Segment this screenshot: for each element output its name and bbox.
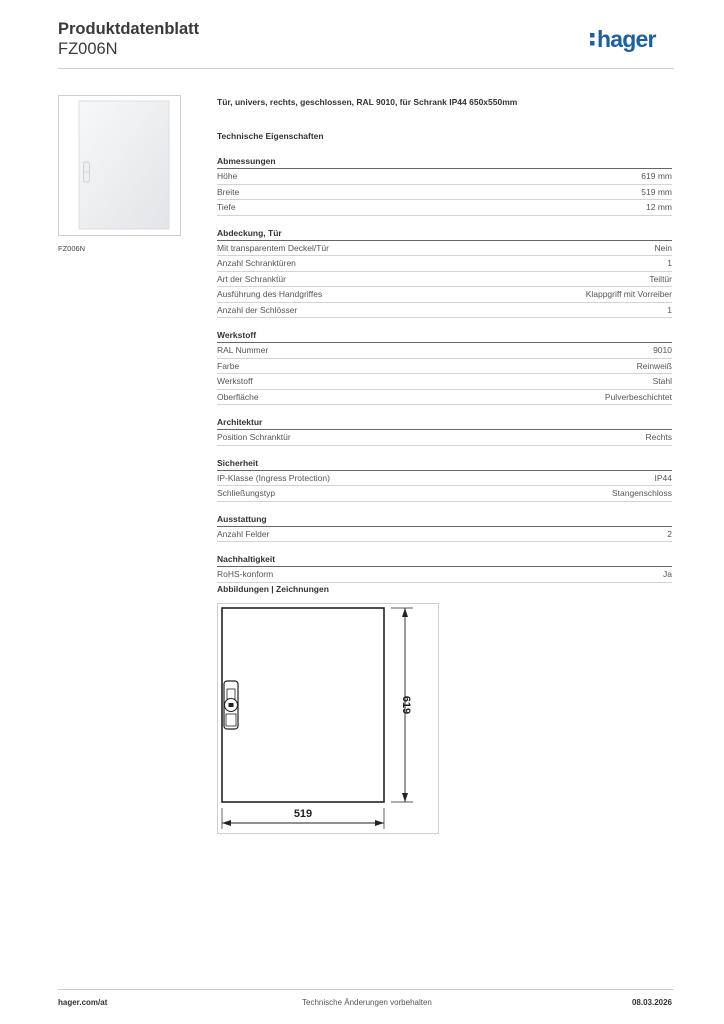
spec-row [217,430,672,446]
specs-table [217,152,672,594]
spec-group-title: Werkstoff [217,330,257,340]
product-image-caption: FZ006N [58,244,86,253]
spec-group [217,416,672,446]
spec-label: Höhe [217,171,238,181]
door-thumbnail-icon [59,96,180,235]
footer-divider [58,989,674,990]
spec-label: RoHS-konform [217,569,274,579]
footer-date: 08.03.2026 [631,998,672,1007]
drawings-heading: Abbildungen | Zeichnungen [217,584,329,594]
spec-row [217,527,672,543]
header-divider [58,68,674,69]
spec-row [217,241,672,257]
spec-value: Ja [663,569,672,579]
footer-website[interactable]: hager.com/at [58,998,108,1007]
spec-label: Tiefe [217,202,236,212]
spec-value: 9010 [653,345,672,355]
spec-group-title: Ausstattung [217,513,267,524]
spec-value: 1 [667,304,672,315]
spec-row [217,169,672,185]
spec-label: Mit transparentem Deckel/Tür [217,242,329,253]
footer-note: Technische Änderungen vorbehalten [302,998,432,1007]
product-description: Tür, univers, rechts, geschlossen, RAL 9010, für Schrank IP44 650x550mm [217,97,518,107]
spec-value: 519 mm [641,186,672,197]
spec-label: Breite [217,186,240,197]
spec-value: 619 mm [641,171,672,181]
spec-value: 1 [667,258,672,268]
spec-row [217,287,672,303]
spec-row [217,486,672,502]
spec-row [217,185,672,201]
spec-group [217,329,672,405]
spec-value: Reinweiß [636,360,672,371]
spec-label: RAL Nummer [217,345,269,355]
spec-group [217,227,672,319]
spec-row [217,567,672,583]
spec-row [217,374,672,390]
spec-label: Oberfläche [217,391,259,402]
spec-group-title: Sicherheit [217,457,259,468]
spec-row [217,359,672,375]
spec-value: Pulverbeschichtet [604,391,672,402]
height-dimension-label: 619 [400,695,412,715]
spec-label: Position Schranktür [217,432,291,442]
spec-row [217,272,672,288]
spec-row [217,200,672,216]
specs-heading: Technische Eigenschaften [217,131,324,141]
spec-value: 12 mm [646,202,672,212]
spec-label: Werkstoff [217,376,253,386]
spec-value: Klappgriff mit Vorreiber [585,289,672,299]
spec-value: Teiltür [649,273,672,284]
spec-label: Anzahl Felder [217,528,270,539]
spec-value: IP44 [654,472,672,483]
spec-group [217,513,672,543]
spec-value: Nein [654,242,672,253]
spec-label: IP-Klasse (Ingress Protection) [217,472,330,483]
spec-label: Schließungstyp [217,488,276,498]
spec-row [217,256,672,272]
spec-label: Ausführung des Handgriffes [217,289,323,299]
spec-label: Anzahl Schranktüren [217,258,296,268]
spec-value: Rechts [645,432,672,442]
article-number: FZ006N [58,40,118,58]
spec-group-title: Abmessungen [217,156,276,166]
spec-row [217,343,672,359]
page-title: Produktdatenblatt [58,20,200,38]
width-dimension-label: 519 [293,808,313,820]
spec-group [217,457,672,502]
spec-row [217,471,672,487]
spec-value: Stangenschloss [611,488,672,498]
spec-group-title: Architektur [217,417,263,427]
spec-label: Art der Schranktür [217,273,286,284]
spec-value: 2 [667,528,672,539]
spec-label: Farbe [217,360,240,371]
spec-group-title: Nachhaltigkeit [217,554,276,564]
spec-group [217,553,672,583]
door-dimension-drawing [218,604,438,833]
spec-group [217,155,672,216]
technical-drawing [217,603,439,834]
spec-row [217,303,672,319]
spec-label: Anzahl der Schlösser [217,304,298,315]
spec-group-title: Abdeckung, Tür [217,227,282,238]
spec-value: Stahl [652,376,672,386]
product-image [58,95,181,236]
spec-row [217,390,672,406]
logo-text: hager [597,26,656,52]
hager-logo [588,22,676,58]
